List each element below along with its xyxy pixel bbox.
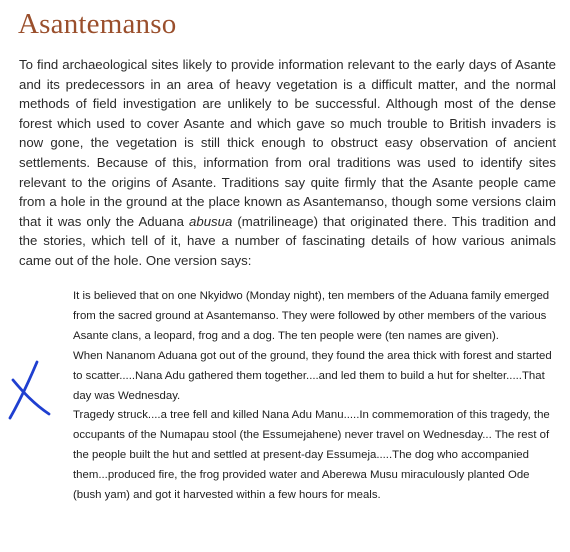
quote-paragraph: It is believed that on one Nkyidwo (Monday night), ten members of the Aduana family emerged from the sacred ground at Asantemanso. They were followed by other members of the various Asante clans, a leopard, frog and a dog. The ten people were (ten names are given). [73,290,550,342]
intro-text-part1: To find archaeological sites likely to provide information relevant to the early days of Asante and its predecessors in an area of heavy vegetation is a difficult matter, and the normal methods of field investigation are unlikely to be successful. Although most of the dense forest which used to cover Asante and which gave so much trouble to British invaders is now gone, the vegetation is still thick enough to obstruct easy observation of ancient settlements. Because of this, information from oral traditions was used to identify sites relevant to the origins of Asante. Traditions say quite firmly that the Asante people came from a hole in the ground at the place known as Asantemanso, though some versions claim that it was only the Aduana [19,57,556,229]
intro-text-part2: (matrilineage) that originated there. This tradition and the stories, which tell of it, have a number of fascinating details of how various animals came out of the hole. One version says: [19,213,556,268]
hand-drawn-x-mark-icon [4,360,54,420]
intro-paragraph [19,55,556,271]
quote-paragraph: Tragedy struck....a tree fell and killed Nana Adu Manu.....In commemoration of this tragedy, the occupants of the Numapau stool (the Essumejahene) never travel on Wednesday... The rest of the people built the hut and settled at present-day Essumeja.....The dog who accompanied them...produced fire, the frog provided water and Aberewa Musu miraculously planted Ode (bush yam) and got it harvested within a few hours for meals. [73,409,550,502]
intro-italic-term: abusua [189,213,233,229]
quote-paragraph: When Nananom Aduana got out of the ground, they found the area thick with forest and started to scatter.....Nana Adu gathered them together....and led them to build a hut for shelter.....That day was Wednesday. [73,349,552,402]
x-mark-stroke [13,380,49,414]
quoted-tradition [73,287,557,506]
page-title: Asantemanso [18,8,177,40]
